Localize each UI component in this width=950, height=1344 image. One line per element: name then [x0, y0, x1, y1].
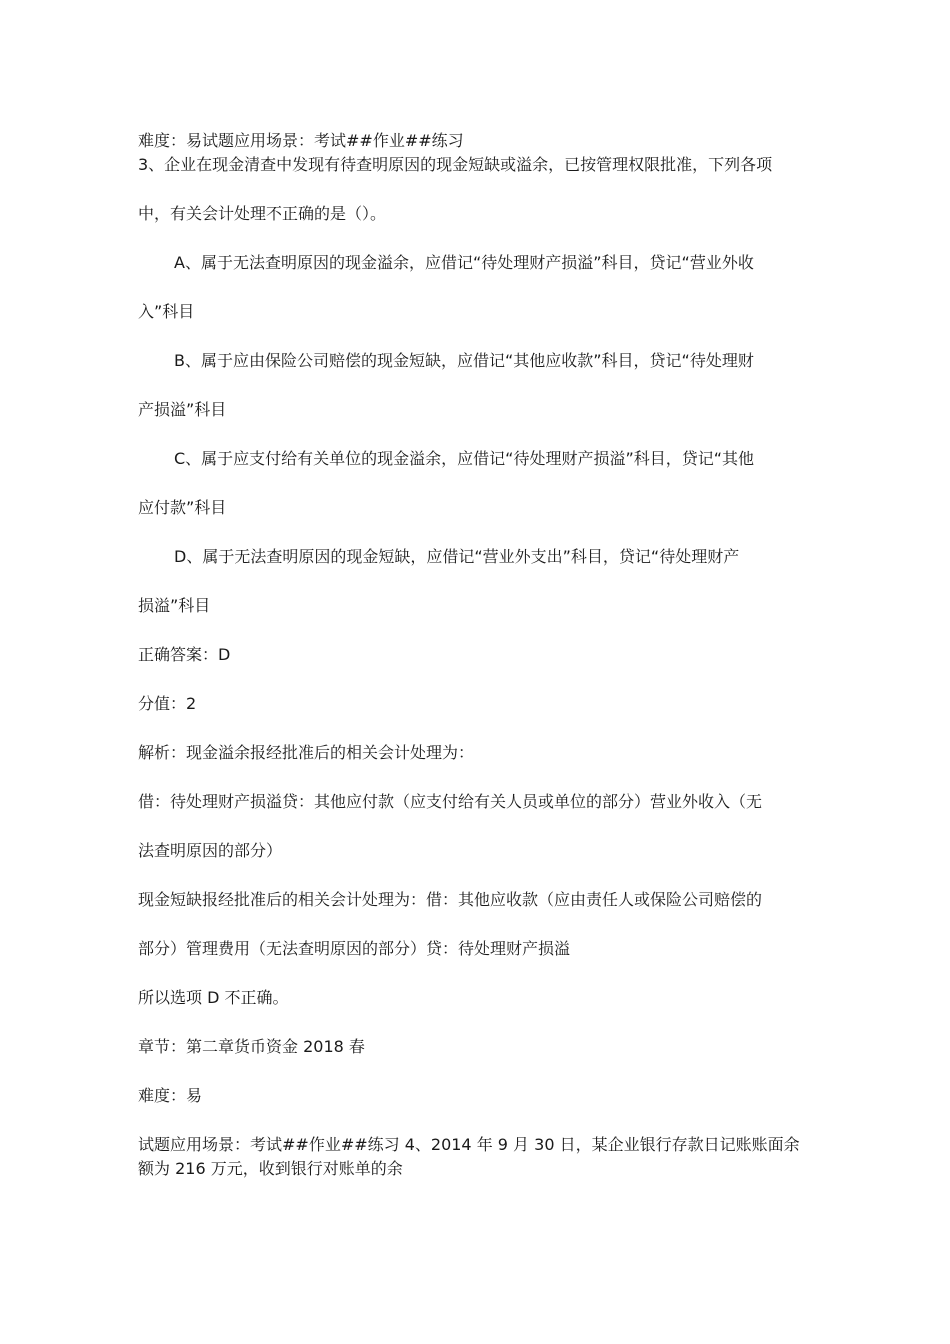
option-d-line-2: 损溢”科目 [138, 596, 211, 615]
option-d-line-1: D、属于无法查明原因的现金短缺，应借记“营业外支出”科目，贷记“待处理财产 [174, 547, 740, 566]
option-b-line-2: 产损溢”科目 [138, 400, 227, 419]
correct-answer: 正确答案：D [138, 645, 231, 664]
question-4-line-2: 额为 216 万元，收到银行对账单的余 [138, 1159, 403, 1178]
score-value: 分值：2 [138, 694, 197, 713]
chapter-line: 章节：第二章货币资金 2018 春 [138, 1037, 365, 1056]
analysis-line-1: 借：待处理财产损溢贷：其他应付款（应支付给有关人员或单位的部分）营业外收入（无 [138, 792, 763, 811]
option-b-line-1: B、属于应由保险公司赔偿的现金短缺，应借记“其他应收款”科目，贷记“待处理财 [174, 351, 754, 370]
difficulty-scenario-line: 难度：易试题应用场景：考试##作业##练习 [138, 131, 464, 150]
option-a-line-2: 入”科目 [138, 302, 195, 321]
question-3-stem-line-2: 中，有关会计处理不正确的是（）。 [138, 204, 387, 223]
difficulty-line: 难度：易 [138, 1086, 203, 1105]
option-c-line-2: 应付款”科目 [138, 498, 227, 517]
analysis-line-2: 法查明原因的部分） [138, 841, 283, 860]
analysis-conclusion: 所以选项 D 不正确。 [138, 988, 289, 1007]
question-3-stem-line-1: 3、企业在现金清查中发现有待查明原因的现金短缺或溢余，已按管理权限批准，下列各项 [138, 155, 773, 174]
option-a-line-1: A、属于无法查明原因的现金溢余，应借记“待处理财产损溢”科目，贷记“营业外收 [174, 253, 754, 272]
option-c-line-1: C、属于应支付给有关单位的现金溢余，应借记“待处理财产损溢”科目，贷记“其他 [174, 449, 755, 468]
analysis-line-4: 部分）管理费用（无法查明原因的部分）贷：待处理财产损溢 [138, 939, 571, 958]
question-4-line-1: 试题应用场景：考试##作业##练习 4、2014 年 9 月 30 日，某企业银行存款日记账账面余 [138, 1135, 800, 1154]
analysis-heading: 解析：现金溢余报经批准后的相关会计处理为： [138, 743, 475, 762]
analysis-line-3: 现金短缺报经批准后的相关会计处理为：借：其他应收款（应由责任人或保险公司赔偿的 [138, 890, 763, 909]
